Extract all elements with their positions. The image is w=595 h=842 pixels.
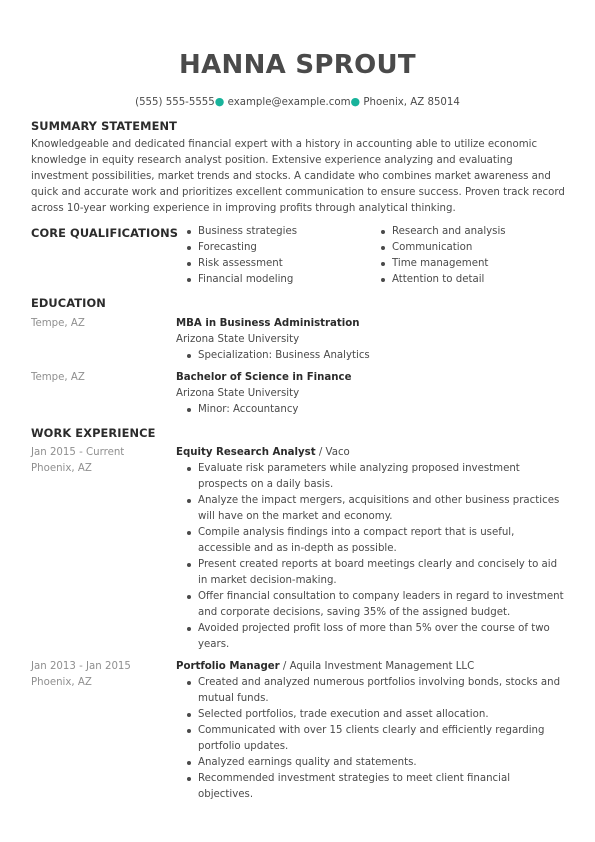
list-item: Avoided projected profit loss of more than 5% over the course of two years. xyxy=(176,621,566,653)
list-item: Communication xyxy=(370,240,570,256)
education-entry xyxy=(176,316,566,364)
location: Phoenix, AZ 85014 xyxy=(363,97,460,108)
list-item: Present created reports at board meetings clearly and concisely to aid in market decision-making. xyxy=(176,557,566,589)
list-item: Compile analysis findings into a compact report that is useful, accessible and as in-depth as possible. xyxy=(176,525,566,557)
job-meta xyxy=(31,445,171,477)
contact-line xyxy=(0,94,595,111)
list-item: Risk assessment xyxy=(176,256,366,272)
list-item: Offer financial consultation to company leaders in regard to investment and corporate decisions, saving 35% of the assigned budget. xyxy=(176,589,566,621)
separator-dot-icon: ● xyxy=(214,95,225,108)
school: Arizona State University xyxy=(176,388,300,399)
list-item: Evaluate risk parameters while analyzing proposed investment prospects on a daily basis. xyxy=(176,461,566,493)
job-title-line xyxy=(176,659,566,675)
list-item: Research and analysis xyxy=(370,224,570,240)
qualifications-list-left xyxy=(176,224,366,288)
job-role: Portfolio Manager xyxy=(176,661,280,672)
job-bullets xyxy=(176,461,566,653)
list-item: Attention to detail xyxy=(370,272,570,288)
phone: (555) 555-5555 xyxy=(135,97,215,108)
education-entry xyxy=(176,370,566,418)
degree: Bachelor of Science in Finance xyxy=(176,372,352,383)
job-title-line xyxy=(176,445,566,461)
job-dates: Jan 2013 - Jan 2015 xyxy=(31,661,131,672)
list-item: Communicated with over 15 clients clearly and efficiently regarding portfolio updates. xyxy=(176,723,566,755)
qualifications-heading: CORE QUALIFICATIONS xyxy=(31,226,179,240)
list-item: Business strategies xyxy=(176,224,366,240)
candidate-name: HANNA SPROUT xyxy=(179,50,416,80)
separator-dot-icon: ● xyxy=(350,95,361,108)
summary-heading: SUMMARY STATEMENT xyxy=(31,119,177,133)
list-item: Analyze the impact mergers, acquisitions and other business practices will have on the market and economy. xyxy=(176,493,566,525)
job-company: / Vaco xyxy=(315,447,350,458)
education-location: Tempe, AZ xyxy=(31,372,85,383)
job-role: Equity Research Analyst xyxy=(176,447,316,458)
job-location: Phoenix, AZ xyxy=(31,463,92,474)
school: Arizona State University xyxy=(176,334,300,345)
summary-text: Knowledgeable and dedicated financial expert with a history in accounting able to utilize economic knowledge in equity research analyst position. Extensive experience analyzing and evaluating investment possibilities, market trends and stocks. A candidate who combines market awareness and quick and accurate work and prioritizes excellent communication to ensure success. Proven track record across 10-year working experience in improving profits through analytical thinking. xyxy=(31,139,565,214)
email: example@example.com xyxy=(227,97,351,108)
job-entry xyxy=(176,445,566,653)
list-item: Forecasting xyxy=(176,240,366,256)
education-heading: EDUCATION xyxy=(31,296,106,310)
list-item: Selected portfolios, trade execution and asset allocation. xyxy=(176,707,566,723)
qualifications-list-right xyxy=(370,224,570,288)
job-bullets xyxy=(176,675,566,803)
education-details xyxy=(176,402,566,418)
list-item: Specialization: Business Analytics xyxy=(176,348,566,364)
list-item: Created and analyzed numerous portfolios involving bonds, stocks and mutual funds. xyxy=(176,675,566,707)
list-item: Minor: Accountancy xyxy=(176,402,566,418)
job-company: / Aquila Investment Management LLC xyxy=(279,661,475,672)
degree: MBA in Business Administration xyxy=(176,318,360,329)
list-item: Financial modeling xyxy=(176,272,366,288)
list-item: Time management xyxy=(370,256,570,272)
job-location: Phoenix, AZ xyxy=(31,677,92,688)
job-meta xyxy=(31,659,171,691)
work-heading: WORK EXPERIENCE xyxy=(31,426,156,440)
list-item: Recommended investment strategies to meet client financial objectives. xyxy=(176,771,566,803)
education-details xyxy=(176,348,566,364)
education-location: Tempe, AZ xyxy=(31,318,85,329)
job-dates: Jan 2015 - Current xyxy=(31,447,125,458)
list-item: Analyzed earnings quality and statements. xyxy=(176,755,566,771)
job-entry xyxy=(176,659,566,803)
